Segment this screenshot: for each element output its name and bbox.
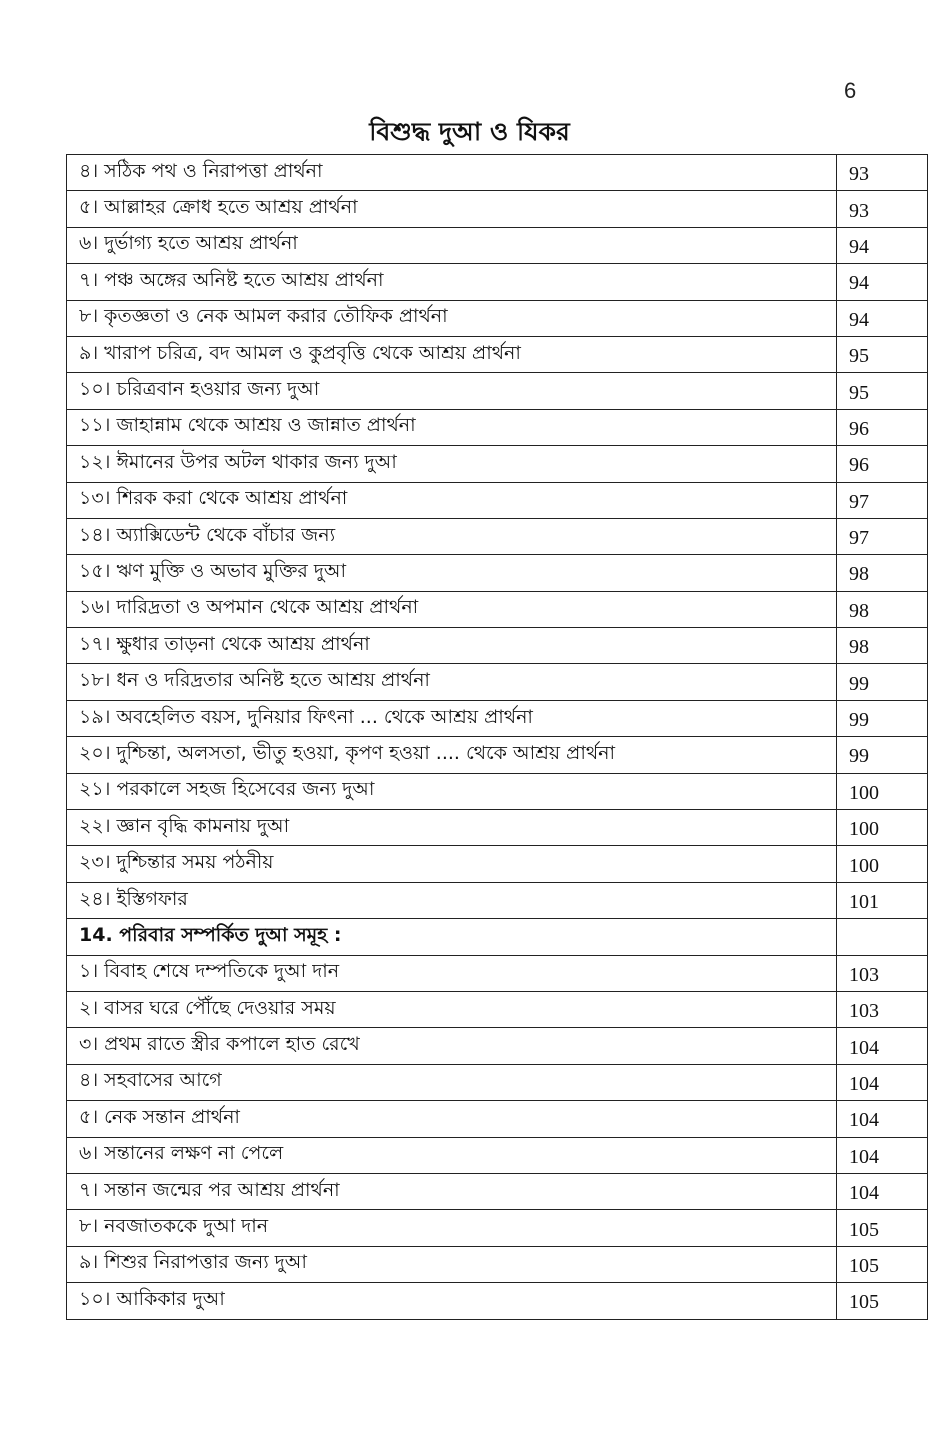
toc-entry-page: 99 bbox=[837, 700, 928, 736]
toc-row bbox=[67, 336, 928, 372]
toc-row bbox=[67, 191, 928, 227]
toc-entry-page: 101 bbox=[837, 882, 928, 918]
toc-entry-title: ১৮। ধন ও দরিদ্রতার অনিষ্ট হতে আশ্রয় প্রার্থনা bbox=[67, 664, 837, 700]
toc-entry-page: 95 bbox=[837, 373, 928, 409]
toc-row bbox=[67, 482, 928, 518]
toc-entry-title: ১৯। অবহেলিত বয়স, দুনিয়ার ফিৎনা ... থেকে আশ্রয় প্রার্থনা bbox=[67, 700, 837, 736]
toc-entry-page: 104 bbox=[837, 1101, 928, 1137]
toc-row bbox=[67, 882, 928, 918]
toc-entry-page: 94 bbox=[837, 300, 928, 336]
toc-entry-title: ২৩। দুশ্চিন্তার সময় পঠনীয় bbox=[67, 846, 837, 882]
page-number: 6 bbox=[844, 78, 857, 103]
toc-table bbox=[66, 154, 928, 1320]
toc-entry-page: 98 bbox=[837, 555, 928, 591]
toc-entry-page: 98 bbox=[837, 628, 928, 664]
toc-entry-title: ২২। জ্ঞান বৃদ্ধি কামনায় দুআ bbox=[67, 810, 837, 846]
toc-entry-page: 105 bbox=[837, 1210, 928, 1246]
toc-entry-page: 105 bbox=[837, 1246, 928, 1282]
toc-entry-page: 94 bbox=[837, 264, 928, 300]
toc-entry-page: 105 bbox=[837, 1283, 928, 1319]
toc-entry-title: ৮। নবজাতককে দুআ দান bbox=[67, 1210, 837, 1246]
toc-row bbox=[67, 737, 928, 773]
toc-entry-title: ২। বাসর ঘরে পৌঁছে দেওয়ার সময় bbox=[67, 991, 837, 1027]
toc-entry-page: 96 bbox=[837, 409, 928, 445]
toc-entry-page: 97 bbox=[837, 482, 928, 518]
toc-entry-title: ৭। পঞ্চ অঙ্গের অনিষ্ট হতে আশ্রয় প্রার্থনা bbox=[67, 264, 837, 300]
toc-entry-title: ১০। আকিকার দুআ bbox=[67, 1283, 837, 1319]
toc-row bbox=[67, 1210, 928, 1246]
toc-entry-page bbox=[837, 919, 928, 955]
toc-entry-title: ৮। কৃতজ্ঞতা ও নেক আমল করার তৌফিক প্রার্থনা bbox=[67, 300, 837, 336]
toc-entry-title: ৩। প্রথম রাতে স্ত্রীর কপালে হাত রেখে bbox=[67, 1028, 837, 1064]
toc-row bbox=[67, 846, 928, 882]
toc-row bbox=[67, 1137, 928, 1173]
toc-entry-title: ১৬। দারিদ্রতা ও অপমান থেকে আশ্রয় প্রার্থনা bbox=[67, 591, 837, 627]
toc-entry-title: ১৫। ঋণ মুক্তি ও অভাব মুক্তির দুআ bbox=[67, 555, 837, 591]
toc-entry-title: ৬। সন্তানের লক্ষণ না পেলে bbox=[67, 1137, 837, 1173]
toc-entry-title: ১৭। ক্ষুধার তাড়না থেকে আশ্রয় প্রার্থনা bbox=[67, 628, 837, 664]
toc-entry-page: 95 bbox=[837, 336, 928, 372]
toc-row bbox=[67, 373, 928, 409]
toc-entry-page: 93 bbox=[837, 191, 928, 227]
toc-entry-page: 104 bbox=[837, 1137, 928, 1173]
toc-row bbox=[67, 773, 928, 809]
toc-section-heading: 14. পরিবার সম্পর্কিত দুআ সমূহ : bbox=[67, 919, 837, 955]
toc-entry-page: 103 bbox=[837, 991, 928, 1027]
toc-entry-page: 98 bbox=[837, 591, 928, 627]
toc-row bbox=[67, 628, 928, 664]
toc-entry-page: 99 bbox=[837, 737, 928, 773]
toc-entry-page: 97 bbox=[837, 518, 928, 554]
toc-entry-title: ১৩। শিরক করা থেকে আশ্রয় প্রার্থনা bbox=[67, 482, 837, 518]
toc-row bbox=[67, 700, 928, 736]
toc-row bbox=[67, 1028, 928, 1064]
toc-entry-page: 96 bbox=[837, 446, 928, 482]
toc-entry-page: 94 bbox=[837, 227, 928, 263]
toc-entry-title: ১০। চরিত্রবান হওয়ার জন্য দুআ bbox=[67, 373, 837, 409]
toc-entry-title: ১১। জাহান্নাম থেকে আশ্রয় ও জান্নাত প্রার্থনা bbox=[67, 409, 837, 445]
toc-entry-page: 100 bbox=[837, 810, 928, 846]
toc-entry-title: ২০। দুশ্চিন্তা, অলসতা, ভীতু হওয়া, কৃপণ হওয়া .... থেকে আশ্রয় প্রার্থনা bbox=[67, 737, 837, 773]
toc-row bbox=[67, 155, 928, 191]
toc-entry-page: 104 bbox=[837, 1173, 928, 1209]
toc-row bbox=[67, 227, 928, 263]
toc-row bbox=[67, 264, 928, 300]
toc-row bbox=[67, 1064, 928, 1100]
toc-row bbox=[67, 664, 928, 700]
toc-row bbox=[67, 955, 928, 991]
toc-entry-page: 99 bbox=[837, 664, 928, 700]
toc-entry-page: 104 bbox=[837, 1064, 928, 1100]
toc-entry-page: 104 bbox=[837, 1028, 928, 1064]
toc-row bbox=[67, 446, 928, 482]
book-title: বিশুদ্ধ দুআ ও যিকর bbox=[369, 117, 570, 146]
toc-entry-title: ৪। সহবাসের আগে bbox=[67, 1064, 837, 1100]
toc-entry-page: 100 bbox=[837, 846, 928, 882]
toc-row bbox=[67, 591, 928, 627]
toc-section-row bbox=[67, 919, 928, 955]
toc-row bbox=[67, 810, 928, 846]
toc-row bbox=[67, 555, 928, 591]
toc-row bbox=[67, 1101, 928, 1137]
toc-entry-page: 100 bbox=[837, 773, 928, 809]
toc-row bbox=[67, 1246, 928, 1282]
toc-entry-title: ১২। ঈমানের উপর অটল থাকার জন্য দুআ bbox=[67, 446, 837, 482]
toc-entry-title: ২১। পরকালে সহজ হিসেবের জন্য দুআ bbox=[67, 773, 837, 809]
toc-row bbox=[67, 1173, 928, 1209]
toc-entry-title: ৯। খারাপ চরিত্র, বদ আমল ও কুপ্রবৃত্তি থেকে আশ্রয় প্রার্থনা bbox=[67, 336, 837, 372]
toc-entry-title: ৯। শিশুর নিরাপত্তার জন্য দুআ bbox=[67, 1246, 837, 1282]
toc-row bbox=[67, 1283, 928, 1319]
toc-row bbox=[67, 409, 928, 445]
toc-entry-title: ৫। নেক সন্তান প্রার্থনা bbox=[67, 1101, 837, 1137]
toc-row bbox=[67, 518, 928, 554]
toc-entry-page: 103 bbox=[837, 955, 928, 991]
toc-row bbox=[67, 300, 928, 336]
toc-entry-title: ৫। আল্লাহর ক্রোধ হতে আশ্রয় প্রার্থনা bbox=[67, 191, 837, 227]
toc-entry-title: ৬। দুর্ভাগ্য হতে আশ্রয় প্রার্থনা bbox=[67, 227, 837, 263]
toc-entry-title: ১। বিবাহ শেষে দম্পতিকে দুআ দান bbox=[67, 955, 837, 991]
toc-entry-page: 93 bbox=[837, 155, 928, 191]
toc-entry-title: ২৪। ইস্তিগফার bbox=[67, 882, 837, 918]
toc-row bbox=[67, 991, 928, 1027]
toc-entry-title: ১৪। অ্যাক্সিডেন্ট থেকে বাঁচার জন্য bbox=[67, 518, 837, 554]
toc-entry-title: ৪। সঠিক পথ ও নিরাপত্তা প্রার্থনা bbox=[67, 155, 837, 191]
toc-entry-title: ৭। সন্তান জন্মের পর আশ্রয় প্রার্থনা bbox=[67, 1173, 837, 1209]
